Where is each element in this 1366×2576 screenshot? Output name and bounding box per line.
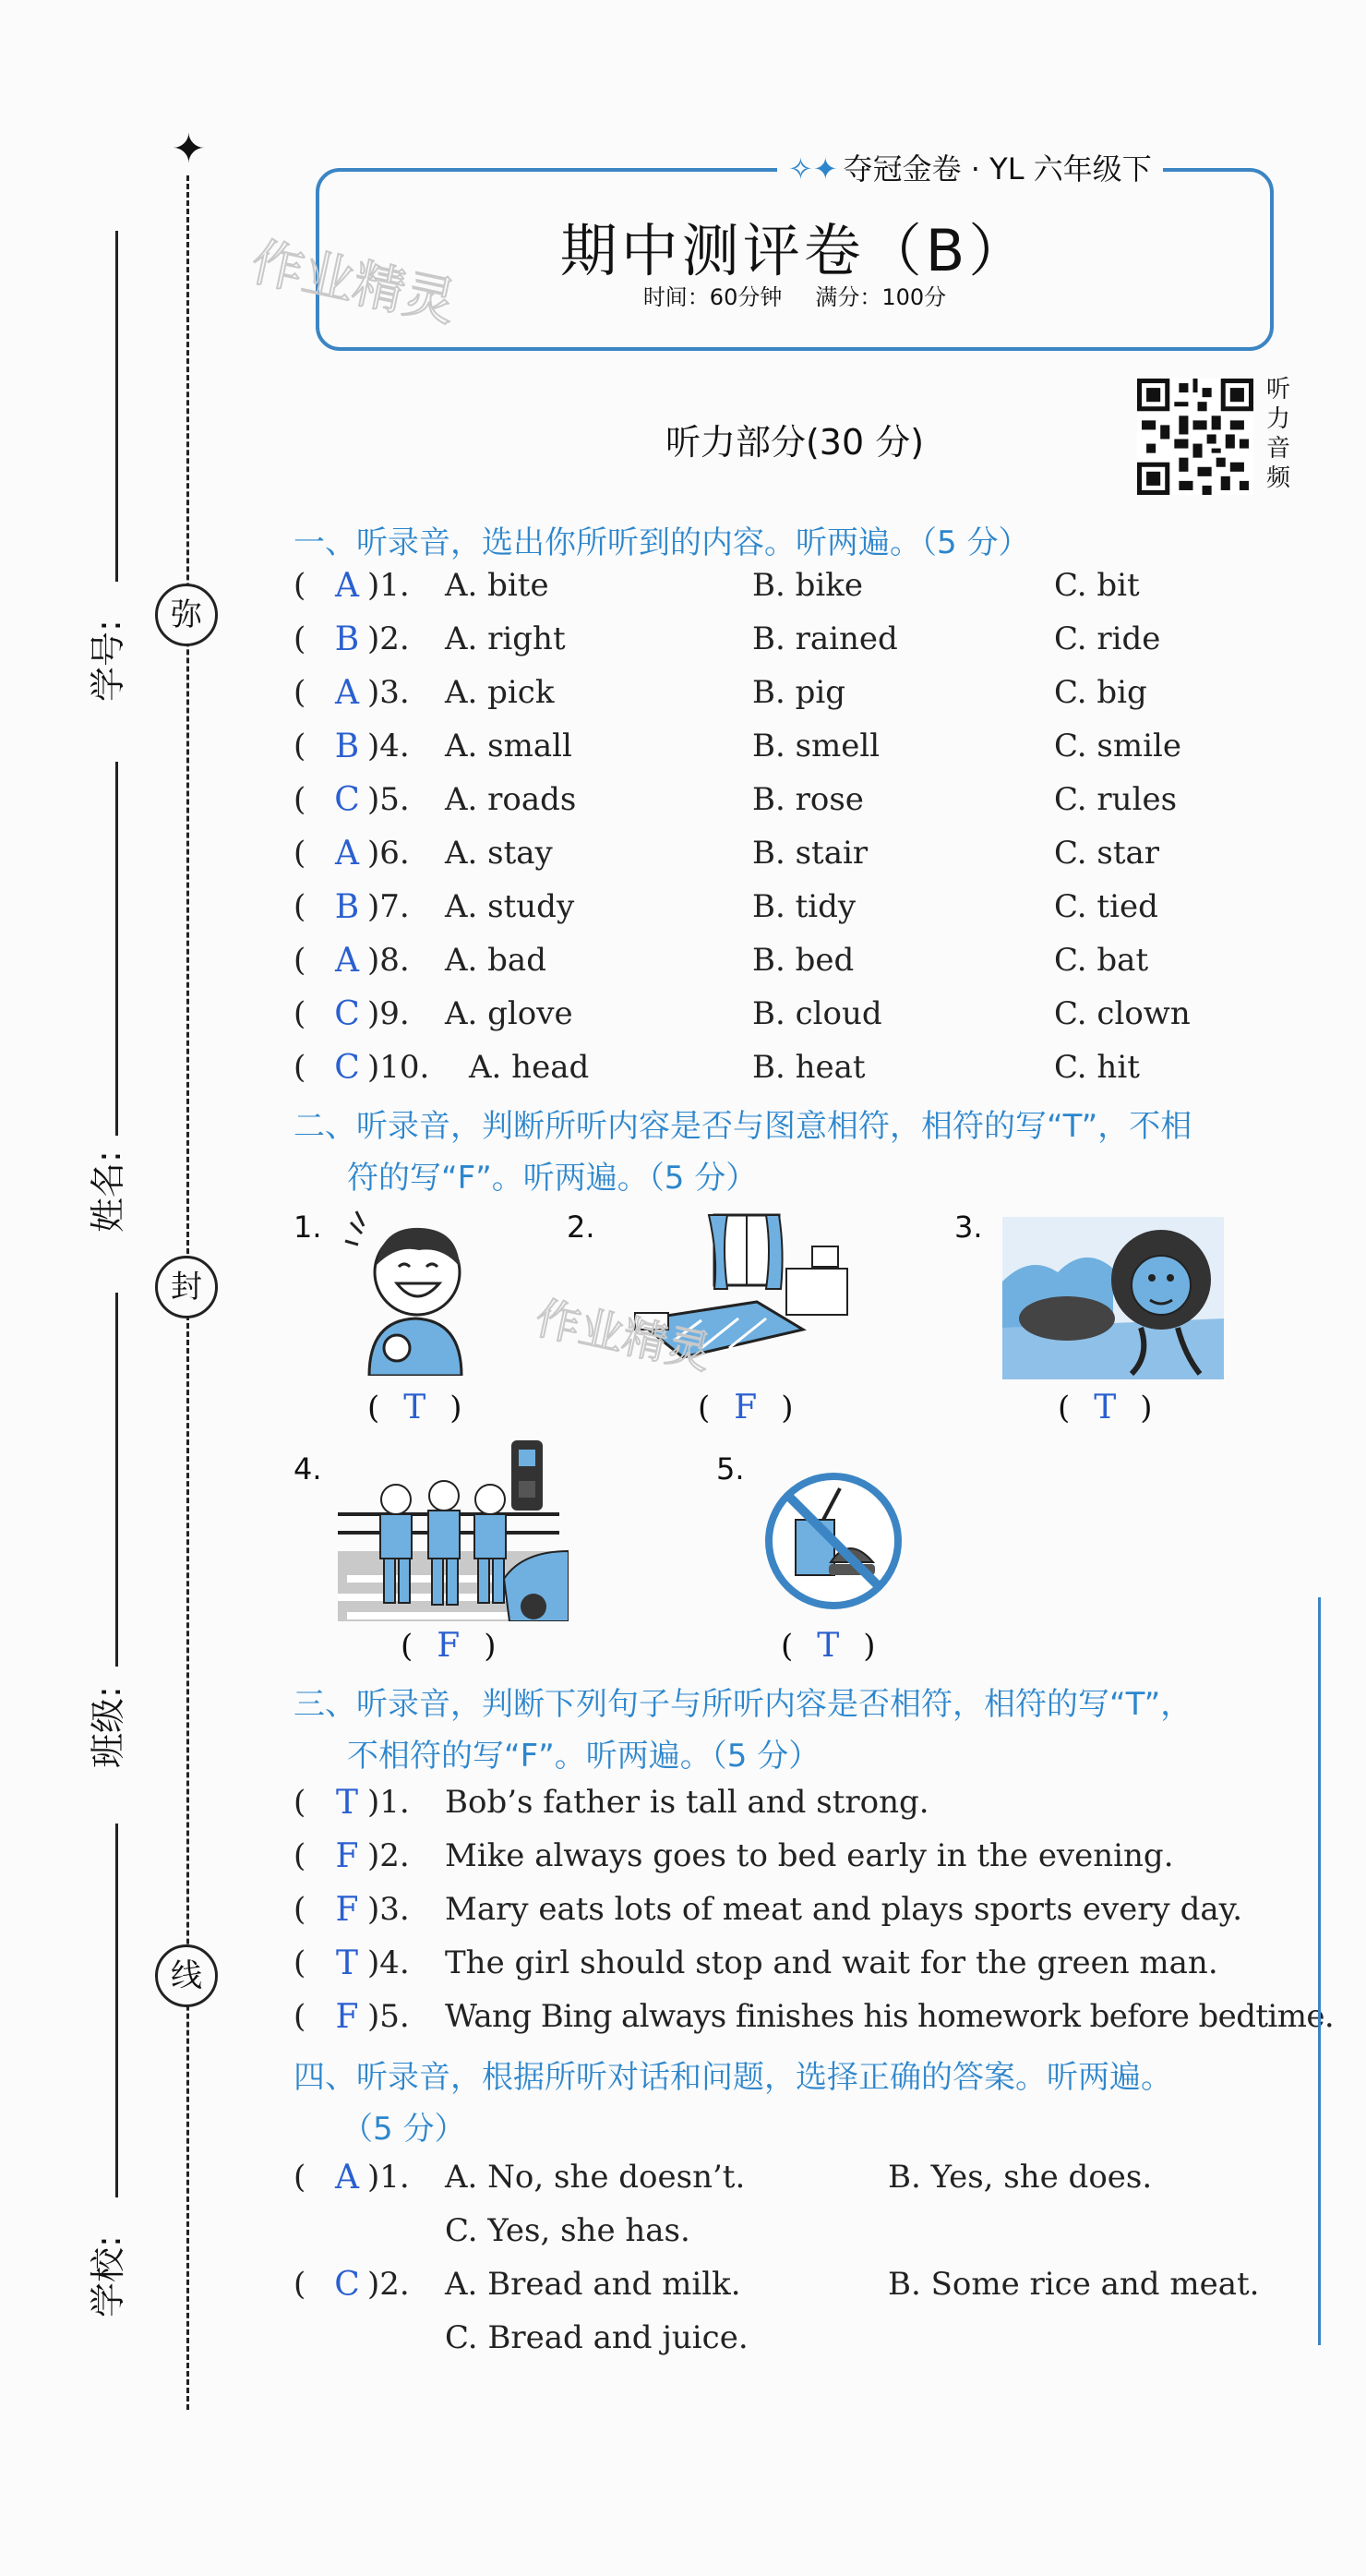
answer-mark[interactable]: C: [334, 781, 360, 819]
answer-mark[interactable]: F: [335, 1891, 359, 1929]
listening-title: 听力部分(30 分): [665, 422, 925, 463]
fill-line-name: [115, 762, 118, 1136]
no-junk-food-sign-icon: [762, 1470, 905, 1612]
seal-char-xian: 线: [155, 1944, 218, 2007]
seal-char-feng: 封: [155, 1256, 218, 1318]
page-title: 期中测评卷（B）: [559, 217, 1030, 284]
answer-mark[interactable]: C: [334, 1049, 360, 1087]
answer-mark[interactable]: A: [335, 2159, 359, 2197]
picture-number: 3.: [954, 1210, 983, 1245]
picture-number: 2.: [567, 1210, 595, 1245]
label-student-id: 学号:: [88, 620, 128, 702]
right-margin-line: [1318, 1597, 1321, 2345]
picture-answer: ( T ): [781, 1627, 876, 1665]
picture-answer: ( F ): [401, 1627, 497, 1665]
section4-heading-line2: （5 分）: [342, 2111, 466, 2148]
label-school: 学校:: [88, 2235, 128, 2317]
picture-answer: ( T ): [1058, 1389, 1153, 1426]
picture-number: 1.: [294, 1210, 322, 1245]
label-class: 班级:: [88, 1686, 128, 1768]
lion-picture: [1002, 1217, 1224, 1379]
answer-mark[interactable]: A: [335, 942, 359, 980]
section3-heading-line1: 三、听录音，判断下列句子与所听内容是否相符，相符的写“T”，: [294, 1686, 1192, 1723]
picture-answer: ( F ): [698, 1389, 794, 1426]
section3-heading-line2: 不相符的写“F”。听两遍。（5 分）: [347, 1738, 821, 1775]
boy-laughing-picture: [342, 1210, 489, 1376]
fill-line-student-id: [115, 231, 118, 582]
exam-meta: [316, 279, 1274, 311]
section1-heading: 一、听录音，选出你所听到的内容。听两遍。（5 分）: [294, 524, 1030, 561]
answer-mark[interactable]: B: [334, 620, 360, 658]
answer-mark[interactable]: F: [335, 1998, 359, 2036]
answer-mark[interactable]: A: [335, 674, 359, 712]
answer-mark[interactable]: T: [335, 1784, 358, 1822]
answer-mark[interactable]: A: [335, 567, 359, 605]
series-label: ✧✦ 夺冠金卷 · YL 六年级下: [777, 146, 1163, 188]
watermark: 作业精灵: [246, 232, 461, 334]
answer-mark[interactable]: F: [335, 1837, 359, 1875]
section2-heading-line1: 二、听录音，判断所听内容是否与图意相符，相符的写“T”，不相: [294, 1108, 1192, 1145]
fill-line-school: [115, 1824, 118, 2197]
qr-code-icon[interactable]: [1137, 379, 1253, 495]
section4-heading-line1: 四、听录音，根据所听对话和问题，选择正确的答案。听两遍。: [294, 2059, 1172, 2096]
picture-number: 5.: [716, 1451, 745, 1487]
time-limit: 时间：60分钟: [642, 284, 783, 310]
section2-heading-line2: 符的写“F”。听两遍。（5 分）: [347, 1160, 758, 1197]
seal-char-mi: 弥: [155, 584, 218, 646]
sparkle-icon: ✧✦: [788, 151, 838, 187]
answer-mark[interactable]: C: [334, 2266, 360, 2304]
answer-mark[interactable]: A: [335, 835, 359, 873]
answer-mark[interactable]: C: [334, 995, 360, 1033]
star-ornament-icon: ✦: [172, 126, 206, 173]
answer-mark[interactable]: B: [334, 888, 360, 926]
answer-mark[interactable]: T: [335, 1944, 358, 1982]
full-score: 满分：100分: [815, 284, 947, 310]
fill-line-class: [115, 1293, 118, 1667]
watermark: 作业精灵: [531, 1292, 715, 1380]
qr-label: 听力音频: [1265, 376, 1290, 492]
crossing-street-picture: [338, 1440, 569, 1621]
picture-number: 4.: [294, 1451, 322, 1487]
picture-answer: ( T ): [367, 1389, 462, 1426]
answer-mark[interactable]: B: [334, 728, 360, 765]
label-name: 姓名:: [88, 1150, 128, 1233]
